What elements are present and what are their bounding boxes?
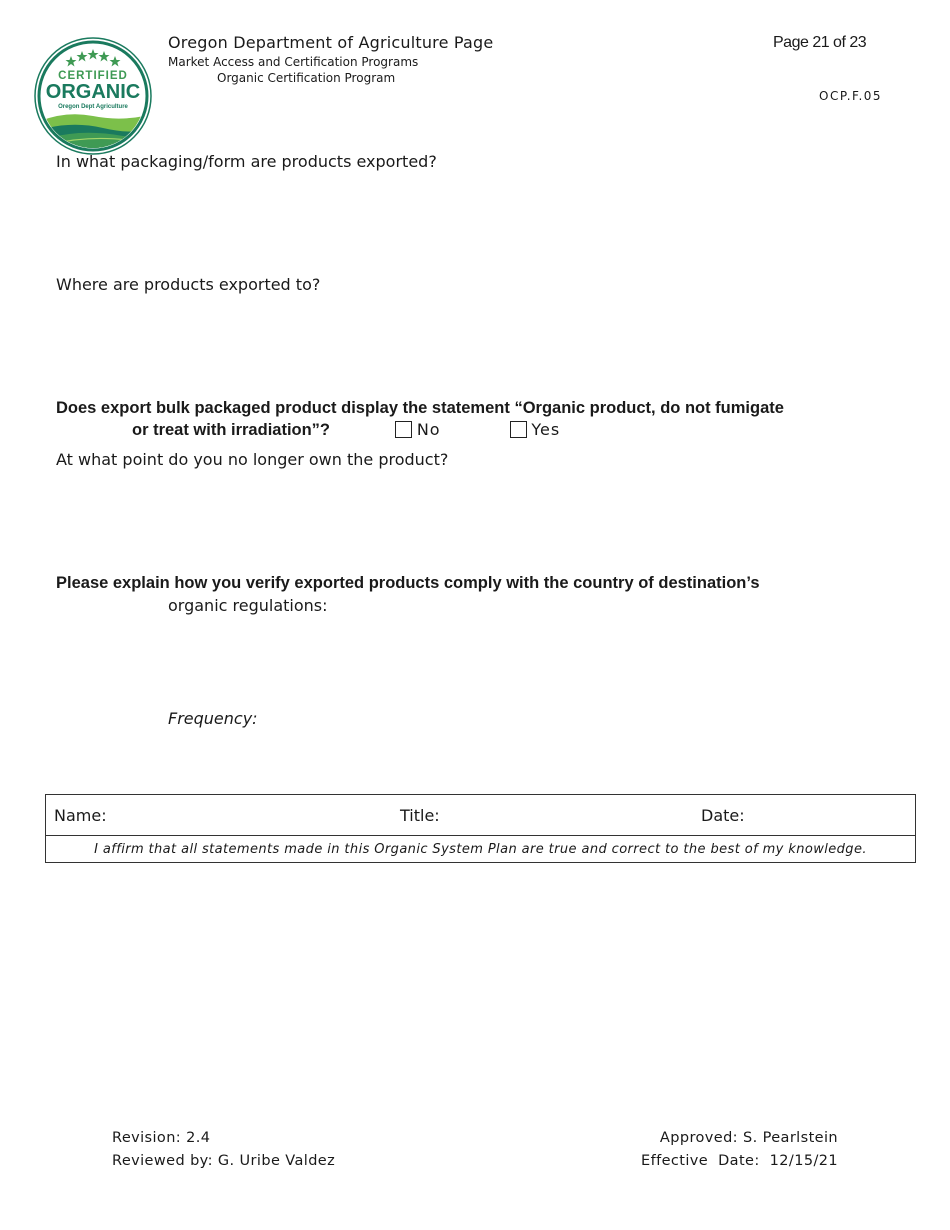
frequency-label: Frequency: <box>168 709 258 728</box>
bulk-statement-row <box>132 420 560 440</box>
no-label: No <box>416 420 441 439</box>
no-checkbox[interactable] <box>395 421 412 438</box>
date-label: Date: <box>701 806 745 825</box>
logo-line-3: Oregon Dept Agriculture <box>58 104 128 110</box>
certified-organic-logo <box>33 36 153 156</box>
yes-checkbox[interactable] <box>510 421 527 438</box>
form-code: OCP.F.05 <box>819 89 883 103</box>
footer-approved: Approved: S. Pearlstein <box>659 1130 838 1146</box>
name-label: Name: <box>54 806 107 825</box>
question-bulk-statement-line2: or treat with irradiation”? <box>132 421 331 439</box>
question-verify-line2: organic regulations: <box>168 596 328 615</box>
question-bulk-statement-line1: Does export bulk packaged product display the statement “Organic product, do not fumigate <box>56 399 784 417</box>
page-number: Page 21 of 23 <box>773 34 867 51</box>
logo-line-2: ORGANIC <box>45 81 141 103</box>
footer-reviewed-by: Reviewed by: G. Uribe Valdez <box>112 1153 336 1169</box>
table-divider <box>46 835 915 836</box>
question-packaging: In what packaging/form are products exported? <box>56 152 437 171</box>
logo-line-1: CERTIFIED <box>58 70 128 82</box>
footer-revision: Revision: 2.4 <box>112 1130 211 1146</box>
affirmation-statement: I affirm that all statements made in this Organic System Plan are true and correct to the best of my knowledge. <box>94 842 867 857</box>
title-label: Title: <box>400 806 440 825</box>
yes-label: Yes <box>531 420 561 439</box>
question-destination: Where are products exported to? <box>56 275 321 294</box>
header-title: Oregon Department of Agriculture Page <box>168 33 494 52</box>
question-ownership: At what point do you no longer own the product? <box>56 450 449 469</box>
footer-effective-date: Effective Date: 12/15/21 <box>641 1153 838 1169</box>
header-subtitle-organic: Organic Certification Program <box>217 71 396 85</box>
signature-table <box>45 794 916 863</box>
header-subtitle-programs: Market Access and Certification Programs <box>168 55 419 69</box>
question-verify-line1: Please explain how you verify exported products comply with the country of destination’s <box>56 574 760 592</box>
